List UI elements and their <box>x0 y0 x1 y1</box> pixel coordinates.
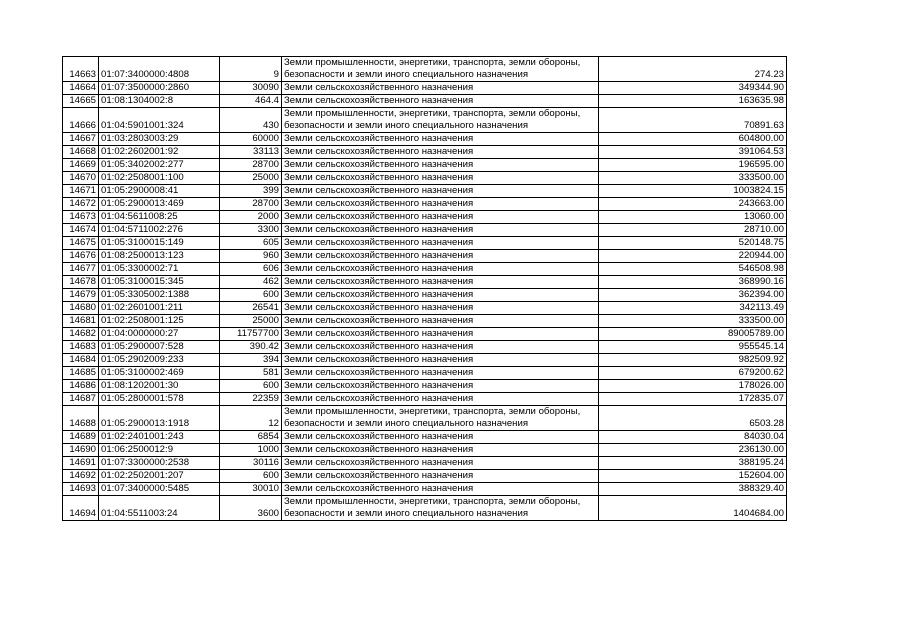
land-category-cell: Земли сельскохозяйственного назначения <box>282 198 599 211</box>
row-number-cell: 14664 <box>63 82 99 95</box>
table-row <box>63 444 787 457</box>
cadastral-value-cell: 388329.40 <box>599 483 787 496</box>
table-row <box>63 315 787 328</box>
row-number-cell: 14680 <box>63 302 99 315</box>
row-number-cell: 14686 <box>63 380 99 393</box>
row-number-cell: 14667 <box>63 133 99 146</box>
table-row <box>63 57 787 82</box>
area-cell: 28700 <box>220 159 282 172</box>
cadastral-number-cell: 01:05:2800001:578 <box>99 393 220 406</box>
land-category-cell: Земли сельскохозяйственного назначения <box>282 341 599 354</box>
row-number-cell: 14684 <box>63 354 99 367</box>
cadastral-number-cell: 01:05:3305002:1388 <box>99 289 220 302</box>
cadastral-value-cell: 368990.16 <box>599 276 787 289</box>
row-number-cell: 14693 <box>63 483 99 496</box>
land-category-cell: Земли сельскохозяйственного назначения <box>282 172 599 185</box>
cadastral-number-cell: 01:04:5511003:24 <box>99 496 220 521</box>
area-cell: 462 <box>220 276 282 289</box>
cadastral-value-cell: 546508.98 <box>599 263 787 276</box>
cadastral-number-cell: 01:07:3400000:4808 <box>99 57 220 82</box>
land-category-cell: Земли сельскохозяйственного назначения <box>282 470 599 483</box>
cadastral-value-cell: 13060.00 <box>599 211 787 224</box>
row-number-cell: 14690 <box>63 444 99 457</box>
cadastral-number-cell: 01:06:2500012:9 <box>99 444 220 457</box>
cadastral-number-cell: 01:05:3300002:71 <box>99 263 220 276</box>
area-cell: 9 <box>220 57 282 82</box>
cadastral-value-cell: 236130.00 <box>599 444 787 457</box>
area-cell: 30116 <box>220 457 282 470</box>
row-number-cell: 14674 <box>63 224 99 237</box>
row-number-cell: 14673 <box>63 211 99 224</box>
area-cell: 28700 <box>220 198 282 211</box>
area-cell: 399 <box>220 185 282 198</box>
cadastral-number-cell: 01:07:3400000:5485 <box>99 483 220 496</box>
area-cell: 606 <box>220 263 282 276</box>
land-category-cell: Земли сельскохозяйственного назначения <box>282 393 599 406</box>
land-parcels-table <box>62 56 787 521</box>
table-row <box>63 263 787 276</box>
land-category-cell: Земли сельскохозяйственного назначения <box>282 354 599 367</box>
area-cell: 600 <box>220 470 282 483</box>
cadastral-number-cell: 01:02:2401001:243 <box>99 431 220 444</box>
area-cell: 25000 <box>220 315 282 328</box>
cadastral-number-cell: 01:05:2900007:528 <box>99 341 220 354</box>
land-category-cell: Земли сельскохозяйственного назначения <box>282 328 599 341</box>
area-cell: 430 <box>220 108 282 133</box>
cadastral-number-cell: 01:05:3100015:149 <box>99 237 220 250</box>
land-category-cell: Земли промышленности, энергетики, транспорта, земли обороны, безопасности и земли иного специального назначения <box>282 406 599 431</box>
area-cell: 3600 <box>220 496 282 521</box>
cadastral-number-cell: 01:02:2508001:125 <box>99 315 220 328</box>
land-category-cell: Земли сельскохозяйственного назначения <box>282 315 599 328</box>
cadastral-number-cell: 01:05:3100015:345 <box>99 276 220 289</box>
land-category-cell: Земли сельскохозяйственного назначения <box>282 211 599 224</box>
land-category-cell: Земли сельскохозяйственного назначения <box>282 95 599 108</box>
cadastral-number-cell: 01:02:2508001:100 <box>99 172 220 185</box>
row-number-cell: 14670 <box>63 172 99 185</box>
cadastral-number-cell: 01:04:5901001:324 <box>99 108 220 133</box>
area-cell: 60000 <box>220 133 282 146</box>
area-cell: 3300 <box>220 224 282 237</box>
area-cell: 30010 <box>220 483 282 496</box>
table-row <box>63 198 787 211</box>
cadastral-value-cell: 362394.00 <box>599 289 787 302</box>
area-cell: 30090 <box>220 82 282 95</box>
table-row <box>63 237 787 250</box>
cadastral-value-cell: 955545.14 <box>599 341 787 354</box>
table-row <box>63 172 787 185</box>
area-cell: 394 <box>220 354 282 367</box>
area-cell: 25000 <box>220 172 282 185</box>
table-row <box>63 276 787 289</box>
cadastral-number-cell: 01:05:2900013:469 <box>99 198 220 211</box>
cadastral-value-cell: 391064.53 <box>599 146 787 159</box>
area-cell: 2000 <box>220 211 282 224</box>
land-category-cell: Земли сельскохозяйственного назначения <box>282 444 599 457</box>
row-number-cell: 14677 <box>63 263 99 276</box>
row-number-cell: 14688 <box>63 406 99 431</box>
land-category-cell: Земли промышленности, энергетики, транспорта, земли обороны, безопасности и земли иного специального назначения <box>282 108 599 133</box>
cadastral-value-cell: 28710.00 <box>599 224 787 237</box>
cadastral-value-cell: 520148.75 <box>599 237 787 250</box>
row-number-cell: 14671 <box>63 185 99 198</box>
land-category-cell: Земли сельскохозяйственного назначения <box>282 224 599 237</box>
cadastral-value-cell: 89005789.00 <box>599 328 787 341</box>
cadastral-number-cell: 01:08:1304002:8 <box>99 95 220 108</box>
land-category-cell: Земли сельскохозяйственного назначения <box>282 483 599 496</box>
table-row <box>63 496 787 521</box>
land-category-cell: Земли сельскохозяйственного назначения <box>282 380 599 393</box>
land-category-cell: Земли сельскохозяйственного назначения <box>282 431 599 444</box>
table-row <box>63 289 787 302</box>
row-number-cell: 14676 <box>63 250 99 263</box>
land-category-cell: Земли сельскохозяйственного назначения <box>282 263 599 276</box>
area-cell: 581 <box>220 367 282 380</box>
row-number-cell: 14665 <box>63 95 99 108</box>
cadastral-value-cell: 349344.90 <box>599 82 787 95</box>
row-number-cell: 14694 <box>63 496 99 521</box>
table-row <box>63 483 787 496</box>
table-row <box>63 457 787 470</box>
row-number-cell: 14669 <box>63 159 99 172</box>
row-number-cell: 14668 <box>63 146 99 159</box>
cadastral-value-cell: 172835.07 <box>599 393 787 406</box>
land-category-cell: Земли сельскохозяйственного назначения <box>282 146 599 159</box>
row-number-cell: 14687 <box>63 393 99 406</box>
cadastral-value-cell: 1003824.15 <box>599 185 787 198</box>
row-number-cell: 14679 <box>63 289 99 302</box>
land-category-cell: Земли промышленности, энергетики, транспорта, земли обороны, безопасности и земли иного специального назначения <box>282 496 599 521</box>
table-row <box>63 224 787 237</box>
table-row <box>63 185 787 198</box>
cadastral-number-cell: 01:07:3300000:2538 <box>99 457 220 470</box>
cadastral-number-cell: 01:04:5611008:25 <box>99 211 220 224</box>
table-row <box>63 95 787 108</box>
area-cell: 33113 <box>220 146 282 159</box>
row-number-cell: 14663 <box>63 57 99 82</box>
cadastral-value-cell: 70891.63 <box>599 108 787 133</box>
cadastral-number-cell: 01:02:2502001:207 <box>99 470 220 483</box>
area-cell: 605 <box>220 237 282 250</box>
cadastral-value-cell: 333500.00 <box>599 172 787 185</box>
area-cell: 22359 <box>220 393 282 406</box>
area-cell: 1000 <box>220 444 282 457</box>
row-number-cell: 14681 <box>63 315 99 328</box>
table-row <box>63 431 787 444</box>
row-number-cell: 14691 <box>63 457 99 470</box>
cadastral-number-cell: 01:08:2500013:123 <box>99 250 220 263</box>
land-category-cell: Земли сельскохозяйственного назначения <box>282 367 599 380</box>
cadastral-number-cell: 01:04:0000000:27 <box>99 328 220 341</box>
row-number-cell: 14675 <box>63 237 99 250</box>
table-row <box>63 406 787 431</box>
area-cell: 26541 <box>220 302 282 315</box>
area-cell: 390.42 <box>220 341 282 354</box>
land-category-cell: Земли сельскохозяйственного назначения <box>282 185 599 198</box>
cadastral-number-cell: 01:05:3100002:469 <box>99 367 220 380</box>
area-cell: 960 <box>220 250 282 263</box>
table-row <box>63 470 787 483</box>
cadastral-number-cell: 01:05:2900008:41 <box>99 185 220 198</box>
table-row <box>63 380 787 393</box>
area-cell: 12 <box>220 406 282 431</box>
cadastral-number-cell: 01:03:2803003:29 <box>99 133 220 146</box>
cadastral-number-cell: 01:05:3402002:277 <box>99 159 220 172</box>
row-number-cell: 14689 <box>63 431 99 444</box>
cadastral-value-cell: 163635.98 <box>599 95 787 108</box>
cadastral-value-cell: 388195.24 <box>599 457 787 470</box>
row-number-cell: 14666 <box>63 108 99 133</box>
area-cell: 11757700 <box>220 328 282 341</box>
land-category-cell: Земли сельскохозяйственного назначения <box>282 457 599 470</box>
table-row <box>63 393 787 406</box>
row-number-cell: 14692 <box>63 470 99 483</box>
cadastral-number-cell: 01:02:2602001:92 <box>99 146 220 159</box>
area-cell: 6854 <box>220 431 282 444</box>
cadastral-value-cell: 679200.62 <box>599 367 787 380</box>
table-row <box>63 341 787 354</box>
land-category-cell: Земли сельскохозяйственного назначения <box>282 302 599 315</box>
row-number-cell: 14682 <box>63 328 99 341</box>
table-row <box>63 328 787 341</box>
table-row <box>63 133 787 146</box>
row-number-cell: 14683 <box>63 341 99 354</box>
land-category-cell: Земли промышленности, энергетики, транспорта, земли обороны, безопасности и земли иного специального назначения <box>282 57 599 82</box>
land-category-cell: Земли сельскохозяйственного назначения <box>282 133 599 146</box>
cadastral-number-cell: 01:05:2900013:1918 <box>99 406 220 431</box>
cadastral-number-cell: 01:07:3500000:2860 <box>99 82 220 95</box>
table-row <box>63 211 787 224</box>
cadastral-value-cell: 243663.00 <box>599 198 787 211</box>
cadastral-number-cell: 01:02:2601001:211 <box>99 302 220 315</box>
cadastral-value-cell: 152604.00 <box>599 470 787 483</box>
cadastral-value-cell: 333500.00 <box>599 315 787 328</box>
row-number-cell: 14685 <box>63 367 99 380</box>
cadastral-value-cell: 1404684.00 <box>599 496 787 521</box>
cadastral-value-cell: 220944.00 <box>599 250 787 263</box>
cadastral-number-cell: 01:05:2902009:233 <box>99 354 220 367</box>
table-row <box>63 354 787 367</box>
area-cell: 600 <box>220 380 282 393</box>
cadastral-value-cell: 84030.04 <box>599 431 787 444</box>
table-row <box>63 302 787 315</box>
table-row <box>63 146 787 159</box>
table-row <box>63 82 787 95</box>
cadastral-value-cell: 178026.00 <box>599 380 787 393</box>
cadastral-value-cell: 982509.92 <box>599 354 787 367</box>
land-category-cell: Земли сельскохозяйственного назначения <box>282 276 599 289</box>
table-row <box>63 159 787 172</box>
area-cell: 600 <box>220 289 282 302</box>
table-row <box>63 108 787 133</box>
cadastral-value-cell: 274.23 <box>599 57 787 82</box>
land-category-cell: Земли сельскохозяйственного назначения <box>282 82 599 95</box>
row-number-cell: 14678 <box>63 276 99 289</box>
cadastral-number-cell: 01:08:1202001:30 <box>99 380 220 393</box>
land-category-cell: Земли сельскохозяйственного назначения <box>282 289 599 302</box>
land-category-cell: Земли сельскохозяйственного назначения <box>282 250 599 263</box>
cadastral-number-cell: 01:04:5711002:276 <box>99 224 220 237</box>
cadastral-value-cell: 196595.00 <box>599 159 787 172</box>
row-number-cell: 14672 <box>63 198 99 211</box>
table-row <box>63 367 787 380</box>
cadastral-value-cell: 604800.00 <box>599 133 787 146</box>
cadastral-value-cell: 6503.28 <box>599 406 787 431</box>
cadastral-value-cell: 342113.49 <box>599 302 787 315</box>
land-category-cell: Земли сельскохозяйственного назначения <box>282 159 599 172</box>
table-row <box>63 250 787 263</box>
land-category-cell: Земли сельскохозяйственного назначения <box>282 237 599 250</box>
area-cell: 464.4 <box>220 95 282 108</box>
